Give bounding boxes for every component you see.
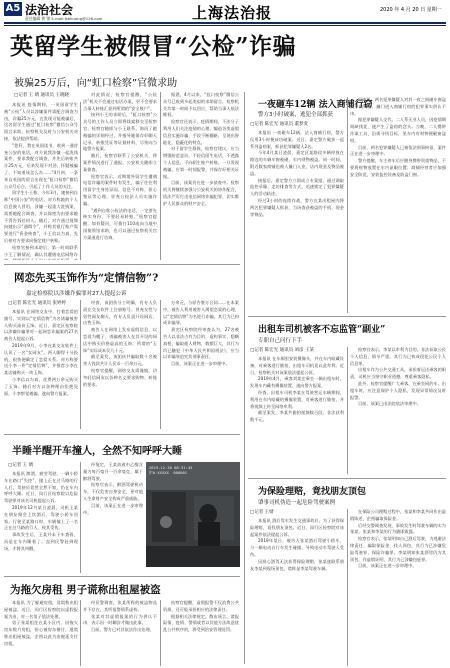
lead-paragraph: 随后，检察官联系了公安机关，将案件情况进行了通报。公安机关随即立案侦查。 (83, 153, 157, 172)
jewelry-headline: 网恋先买玉饰作为“定情信物”? (14, 272, 159, 284)
article-paragraph: 万余元，与原告签订合同……在本案中，被告人利用被害人渴望恋爱的心理，以“定情信物”为名进行诈骗，其行为已构成诈骗罪。 (163, 300, 239, 326)
article-paragraph: 本报讯 为了躲避房租，竟谎称出租屋被盗。近日，闵行区检察院以虚假报案为由，对一名男子依法处理。 (4, 600, 78, 619)
article-paragraph: 嘉定区检察院经审查认为，27名被告人以非法占有为目的，虚构事实、隐瞒真相，骗取他人财物，数额巨大，其行为均已触犯《中华人民共和国刑法》，应当以诈骗罪追究其刑事责任。 (163, 327, 239, 360)
lead-paragraph: 检察官接到求助后，第一时间联系小王了解情况，确认其遭遇电信网络诈 (4, 244, 78, 257)
article-paragraph: 检察官提醒，网络交友需谨慎，切勿轻信网友以各种名义要求购物、转账的要求。 (83, 367, 157, 387)
issue-date: 2020 年 4 月 20 日 星期一 (380, 7, 442, 13)
lead-paragraph: “您好，我在英国读书，收到一通冒充公安的电话，对方说我涉嫌一起洗钱案件，要求我配合调查，并先后转账共计25万元，后来发现不对劲，怀疑被骗了，不知道该怎么办……”4月初，一条来自英国的留言出现在“虹口检察”微信公众号后台，引起了工作人员的关注。 (4, 142, 78, 189)
article-paragraph: 目前，该案正在进一步审理中。 (358, 563, 417, 569)
article-paragraph: 经审讯，两名犯罪嫌疑人对其一夜之间砸车窗盗窃车内财物、撬门进入商铺行窃的犯罪事实供认不讳。 (350, 97, 446, 116)
surveillance-photo (146, 462, 240, 567)
lead-body-col1 (4, 102, 78, 260)
article-paragraph: 经查，该团伙分工明确，有专人负责在交友软件上注册账号、冒充女性与男性网友聊天，有专人负责开设网店、出售玉饰。 (83, 300, 157, 326)
taxi-subheadline: 专职自己问行下手 (258, 338, 303, 344)
column-divider (80, 462, 81, 573)
article-divider (4, 264, 240, 265)
header-rule-thin (4, 25, 446, 26)
article-paragraph: 本报讯 在网络交友中，打着恋爱的旗号，实则以“定情信物”为名诱骗被害人购买高价玉饰。近日，嘉定区检察院以涉嫌诈骗罪对一起网恋诈骗案的27名被告人提起公诉。 (4, 309, 78, 342)
car-smash-headline: 一夜砸车12辆 法入商铺行窃 (258, 100, 373, 110)
article-paragraph: 检察官表示，醉酒驾驶机动车，不仅危害自身安全，更对他人生命财产安全构成严重威胁。 (83, 482, 143, 501)
section-title: 法治社会 (25, 3, 74, 17)
lead-body-col3 (163, 92, 239, 260)
article-paragraph: 经过3小时的连续作战，警方在某出租屋内将两名犯罪嫌疑人抓获，当场查获被盗的手机、现金等物品。 (250, 197, 344, 217)
lead-paragraph: “遇到自称公检法的电话，一定要先核实身份，不要轻易转账。”检察官提醒，如有疑问，可拨打110或向当地中国使领馆求助，也可以通过检察机关官方渠道进行咨询。 (83, 207, 157, 240)
article-paragraph: 本报讯 酒后驾车发生交通事故后，为了获得保险理赔，竟找朋友顶包。近日，闵行区检察院对该起案件依法提起公诉。 (250, 518, 344, 537)
rent-body-col3 (163, 600, 239, 666)
car-smash-body-right (350, 97, 446, 313)
article-divider (248, 478, 446, 479)
photo-timestamp: 2019-12-30 08:31:45 沪A·XXXXX 000001 (149, 465, 193, 475)
column-divider (80, 102, 81, 260)
article-divider (4, 576, 240, 577)
article-paragraph: 据犯罪嫌疑人交代，二人系无业人员，因疫情期间缺钱花，遂产生了盗窃的念头。当晚，二人携带作案工具，沿街寻找目标，见车内有财物便砸窗盗窃。 (350, 117, 446, 143)
article-paragraph: 在保险公司理赔过程中，张某和李某共同作出虚假陈述，企图骗取保险金。 (350, 509, 446, 521)
article-paragraph: 男子张某租住在某小区内，因拖欠房东数月房租，担心被房东催讨，遂谎称出租屋被盗，企图以此为由拖延支付房租。 (4, 620, 78, 646)
article-paragraph: 出租车作为公共交通工具，承担着运送乘客的职责，司机应当恪守职业道德，尊重乘客隐私。 (350, 367, 446, 380)
taxi-headline: 出租车司机被客不忘监管“副业” (258, 325, 386, 335)
article-paragraph: 本报讯 一夜砸车12辆，法入商铺行窃，警方仅用3小时便成功破案。近日，嘉定警方破获一起系列盗窃案，抓获犯罪嫌疑人2名。 (250, 130, 344, 149)
lead-paragraph: 对此情况，检察官提醒，“公检法”机关不会通过电话办案，更不会要求当事人转账汇款到所谓的“安全账户”。 (83, 92, 157, 111)
article-paragraph: 截至案发，李某共偷拍视频数百段，非法获利数千元。 (250, 410, 344, 423)
column-divider (347, 347, 348, 474)
page-number-badge: A5 (5, 3, 21, 14)
article-paragraph: 经民警调查，张某所称的被盗物品并不存在，其所报警情系虚构。 (83, 600, 157, 612)
article-paragraph: 后经交警调查发现，事故发生时驾驶车辆的实为张某，张某和李某的行为随即败露。 (350, 522, 446, 535)
lead-paragraph: 本报讯 疫情期间，一英国留学生被“公检”人员以涉嫌案件需配合调查为由，诈骗25万元，在发现可能被骗后，这名留学生通过“虹口检察”微信公众号留言求助，检察机关及时与公安机关对接，依法提供帮助。 (4, 102, 78, 141)
article-paragraph: 2019年12月某日凌晨，司机王某在朋友聚会上饮酒后，驾驶小轿车回家，行驶至某路口时，车辆撞上了一名正在过马路的行人，致其受伤。 (4, 504, 78, 531)
taxi-byline: □记者 陈宏光 通讯员 刘彦 王某 (250, 348, 314, 353)
article-paragraph: 2019年4月，乘客刘某在乘坐一辆出租车时，发现车内藏有摄像装置，遂向警方报案。 (250, 376, 344, 389)
newspaper-logo: 上海法治报 (192, 4, 273, 22)
article-paragraph: 警方提醒，车主停车后应随身携带贵重物品，不要将财物放置在车内显眼位置；商铺经营者应加强安全防范，安装监控设备及防盗门窗。 (350, 158, 446, 177)
section-divider (244, 92, 245, 664)
column-divider (160, 600, 161, 666)
lead-paragraph: 据悉，4月以来，“虹口检察”微信公众号已收到多起类似的求助留言，检察机关均第一时间予以回应，帮助当事人依法维权。 (163, 92, 239, 118)
insurance-byline: □记者 王婧 (250, 510, 274, 515)
accident-headline: 半睡半醒开车撞人，全然不知呼呼大睡 (12, 446, 182, 457)
article-paragraph: 目前，两名犯罪嫌疑人已被依法刑事拘留，案件正在进一步审理中。 (350, 144, 446, 157)
article-paragraph: 截至案发，该团伙共骗取数十名被害人钱款共计人民币一百余万元。 (83, 354, 157, 367)
lead-body-col2 (83, 92, 157, 260)
lead-paragraph: 对于留学生群体，检察官建议，应当增强防范意识，不轻信陌生电话，不透露个人信息，不向陌生账户转账。一旦发现被骗，应第一时间报警，并保存好相关证据。 (163, 146, 239, 179)
insurance-body-right (350, 509, 446, 666)
insurance-subheadline: 肇事司机伪造一起危险驾驶案例 (258, 500, 336, 506)
article-paragraph: 事故发生后，王某并未下车查看，而是在车内睡着了。直到民警赶到现场，才将其叫醒。 (4, 532, 78, 551)
article-paragraph: 被告人在网络上发布虚假信息，以恋爱为幌子，诱骗被害人在其开设的网店中购买价格虚高的玉饰，所谓的“玉饰”实际成本仅几十元。 (83, 327, 157, 353)
header-rule (4, 22, 446, 24)
article-paragraph: 目前，警方已对其依法作出处理。 (91, 627, 154, 633)
column-divider (160, 300, 161, 429)
article-paragraph: 小李信以为真，花费两万余元购买了玉饰。随后对方以各种理由拒绝见面，小李察觉被骗，遂向警方报案。 (4, 376, 78, 396)
article-paragraph: 检察官提醒，虚假报警不仅浪费公共资源，还可能承担相应的法律责任。 (163, 600, 239, 612)
taxi-body-right (350, 347, 446, 474)
insurance-body-left (250, 518, 344, 666)
lead-paragraph: 留学生小王称，今年3月，她接到自称“中国公安”的电话，对方称她的个人信息被人冒用，涉嫌一起重大洗钱案，需要她配合调查，并以保密为由要求她不得告诉任何人。随后，对方通过视频向她出示“通缉令”，并称其银行账户需要进行“资金核查”，小王信以为真，先后按对方要求向指定账户转账。 (4, 190, 78, 243)
article-paragraph: 目前，该案正在进一步审理中。 (83, 502, 143, 515)
article-paragraph: 检察官表示，李某以牟利为目的，非法获取公民个人信息，情节严重，其行为已构成侵犯公民个人信息罪。 (350, 347, 446, 366)
lead-headline: 英留学生被假冒“公检”诈骗 (10, 33, 296, 60)
article-paragraph: 本报讯 在车厢里安装摄像头，并在车内暗藏设备，对乘客进行偷拍，出租车司机竟以此牟利。近日，检察机关对该案依法提起公诉。 (250, 356, 344, 375)
article-paragraph: 目前，该案正在进一步审理中。 (171, 361, 230, 367)
article-paragraph: 接报后，嘉定警方立即成立专案组，通过调取监控录像、走访排查等方式，迅速锁定了犯罪嫌疑人的活动轨迹。 (250, 177, 344, 197)
article-paragraph: 根据相关法律规定，散布谣言、谎报险情、疫情、警情或者以其他方法故意扰乱公共秩序的，将受到治安管理处罚。 (163, 613, 239, 633)
car-smash-subheadline: 警方3小时破案，逃犯全部抓获 (258, 112, 334, 118)
jewelry-body-col2 (83, 300, 157, 429)
article-paragraph: 张某对其虚假报案的行为供认不讳，表示因一时糊涂才做出此事。 (83, 613, 157, 626)
lead-paragraph: 检察官还表示，疫情期间，不法分子利用人们关注疫情的心理，编造各类虚假信息实施诈骗，手段不断翻新，呈现出智能化、隐蔽化的特点。 (163, 119, 239, 145)
rent-body-col2 (83, 600, 157, 666)
lead-paragraph: 接到小王的求助后，“虹口检察”公众号的工作人员立即将线索移交至检察官，检察官随即与小王联系，询问了她被骗的详细经过，并指导她保存好聊天记录、转账凭证等证据材料，尽快向当地警方报案。 (83, 112, 157, 152)
taxi-body-left (250, 356, 344, 474)
accident-byline: □记者 王 婧 (8, 463, 34, 468)
article-paragraph: 因担心酒驾无法获得保险理赔，张某遂联系朋友李某到现场顶包，谎称是李某驾驶车辆。 (250, 558, 344, 571)
article-paragraph: 目前，该案已由法院依法审理中。 (358, 401, 421, 407)
column-divider (80, 300, 81, 429)
rent-headline: 为拖欠房租 男子谎称出租屋被盗 (10, 584, 161, 596)
jewelry-body-col3 (163, 300, 239, 429)
lead-subheadline: 被骗25万后，向“虹口检察”官微求助 (14, 78, 178, 89)
article-paragraph: 经查，出租车司机李某在驾驶营运车辆期间，利用在车内暗藏的摄像装置，对乘客进行偷拍，并将视频上传至网络牟利。 (250, 389, 344, 409)
lead-paragraph: 目前，该案仍在进一步侦查中。检察机关将继续加强与公安机关的协作配合，依法严厉打击电信网络诈骗犯罪，切实维护人民群众的财产安全。 (163, 180, 239, 206)
column-divider (347, 509, 348, 666)
column-divider (160, 92, 161, 260)
article-paragraph: 此外，检察官提醒广大乘客，在乘坐网约车、出租车时，应注意保护个人隐私，发现异常情况及时报警。 (350, 380, 446, 400)
accident-body-col1 (4, 471, 78, 573)
article-paragraph: 经鉴定，王某血液中乙醇含量为每百毫升一百余毫克，属于醉酒驾驶。 (83, 462, 143, 481)
insurance-headline: 为保险理赔，竟找朋友顶包 (258, 487, 367, 497)
jewelry-body-col1 (4, 309, 78, 429)
article-paragraph: 2019年某日，被告人张某酒后驾驶小轿车，与一辆电动自行车发生碰撞，导致电动车驾驶人受伤。 (250, 538, 344, 557)
accident-body-col2 (83, 462, 143, 573)
article-paragraph: 2019年9月，小李在某交友软件上认识了一名“女网友”，两人聊得十分投机，很快便确定了恋爱关系。对方称要送小李一件“定情信物”，并推荐小李在某店铺购买一块玉饰。 (4, 342, 78, 376)
article-paragraph: 本报讯 醉酒、疲劳驾驶，一辆小轿车在路口“失控”，撞上正在过马路的行人后，驾驶员竟然全然不知，仍在车内呼呼大睡。近日，闵行区检察院以危险驾驶罪对该名司机提起公诉。 (4, 471, 78, 504)
lead-byline: □记者 王 婧 通讯员 王晓晓 (14, 93, 69, 98)
lead-paragraph: 检察官表示，近期境外留学生遭遇电信诈骗的案件时有发生，骗子往往利用留学生身处异国、信息不对称、担心签证等心理，冒充公检法人员实施诈骗。 (83, 173, 157, 206)
car-smash-body-left (250, 130, 344, 313)
column-divider (347, 97, 348, 313)
car-smash-byline: □记者 陈宏光 通讯员 董梦麦 (250, 122, 309, 127)
rent-body-col1 (4, 600, 78, 666)
article-paragraph: 检察官表示，张某明知自己酒后驾驶，为逃避法律责任、骗取保险金，找人顶包，其行为已涉嫌危险驾驶罪、保险诈骗罪。李某明知张某酒驾仍为其顶包，作虚假证明，其行为已涉嫌包庇罪。 (350, 536, 446, 562)
column-divider (80, 600, 81, 666)
jewelry-subheadline: 嘉定检察院以涉嫌诈骗罪对27人提起公诉 (26, 291, 127, 297)
editor-credit: 责任编辑 黄 锦 E-mail:lsbhuang@126.com (25, 16, 103, 21)
article-paragraph: 今年4月某日凌晨，嘉定区某路段多辆停放在路边的车辆车窗被砸，车内财物被盗。同一时间，附近数家商铺也被人撬门入室，店内现金及物品被盗。 (250, 150, 344, 176)
surveillance-photo-graphic (146, 462, 240, 567)
article-divider (248, 316, 446, 317)
jewelry-byline: □记者 陈宏光 通讯员 张婷婷 (8, 301, 67, 306)
article-divider (4, 434, 240, 435)
